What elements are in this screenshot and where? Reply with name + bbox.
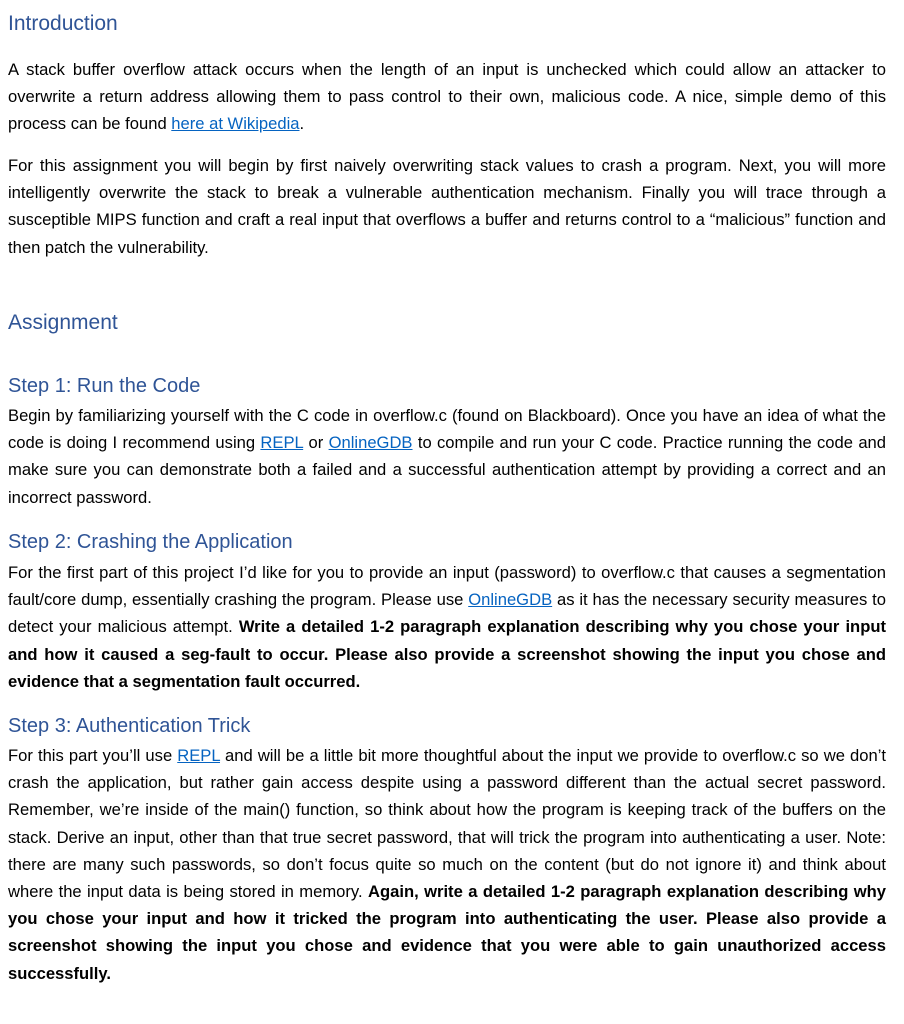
step1-heading: Step 1: Run the Code — [8, 375, 201, 397]
step1-text-a: Begin by familiarizing yourself with the C code in overflow.c (found on Blackboard). Once you have an idea of what the code is doing I recommend using — [8, 406, 886, 453]
intro-paragraph-1 — [8, 56, 886, 138]
step2-bold-instructions: Write a detailed 1-2 paragraph explanation describing why you chose your input and how it caused a seg-fault to occur. Please also provide a screenshot showing the input you chose and evidence that a segmentation fault occurred. — [8, 617, 886, 691]
step3-text-a: For this part you’ll use — [8, 746, 178, 765]
step1-paragraph — [8, 402, 886, 511]
step2-text-b: as it has the necessary security measures to detect your malicious attempt. — [8, 590, 886, 637]
wikipedia-link[interactable]: here at Wikipedia — [171, 114, 300, 134]
step3-text-b: and will be a little bit more thoughtful about the input we provide to overflow.c so we don’t crash the application, but rather gain access despite using a password different than the actual secret password. Remember, we’re inside of the main() function, so think about how the program is keeping track of the buffers on the stack. Derive an input, other than that true secret password, that will trick the program into authenticating a user. Note: there are many such passwords, so don’t focus quite so much on the content (but do not ignore it) and think about where the input data is being stored in memory. — [8, 746, 886, 902]
step1-text-c: to compile and run your C code. Practice running the code and make sure you can demonstrate both a failed and a successful authentication attempt by providing a correct and an incorrect password. — [8, 433, 887, 507]
introduction-heading: Introduction — [8, 12, 118, 35]
onlinegdb-link[interactable]: OnlineGDB — [468, 590, 553, 610]
repl-link[interactable]: REPL — [260, 433, 304, 453]
step2-text-a: For the first part of this project I’d like for you to provide an input (password) to overflow.c that causes a segmentation fault/core dump, essentially crashing the program. Please use — [8, 563, 886, 610]
intro-paragraph-1-text-a: A stack buffer overflow attack occurs when the length of an input is unchecked which could allow an attacker to overwrite a return address allowing them to pass control to their own, malicious code. A nice, simple demo of this process can be found — [8, 60, 886, 134]
step2-paragraph — [8, 559, 886, 695]
step3-heading: Step 3: Authentication Trick — [8, 715, 251, 737]
step3-paragraph — [8, 742, 886, 987]
repl-link[interactable]: REPL — [177, 746, 220, 765]
step2-heading: Step 2: Crashing the Application — [8, 531, 293, 553]
onlinegdb-link[interactable]: OnlineGDB — [328, 433, 413, 453]
assignment-heading: Assignment — [8, 311, 118, 334]
step3-bold-instructions: Again, write a detailed 1-2 paragraph explanation describing why you chose your input and how it tricked the program into authenticating the user. Please also provide a screenshot showing the input you chose and evidence that you were able to gain unauthorized access successfully. — [8, 882, 886, 983]
intro-paragraph-2: For this assignment you will begin by first naively overwriting stack values to crash a program. Next, you will more intelligently overwrite the stack to break a vulnerable authentication mechanism. Finally you will trace through a susceptible MIPS function and craft a real input that overflows a buffer and returns control to a “malicious” function and then patch the vulnerability. — [8, 156, 886, 257]
intro-paragraph-1-text-b: . — [299, 114, 305, 134]
step1-text-b: or — [303, 433, 329, 453]
